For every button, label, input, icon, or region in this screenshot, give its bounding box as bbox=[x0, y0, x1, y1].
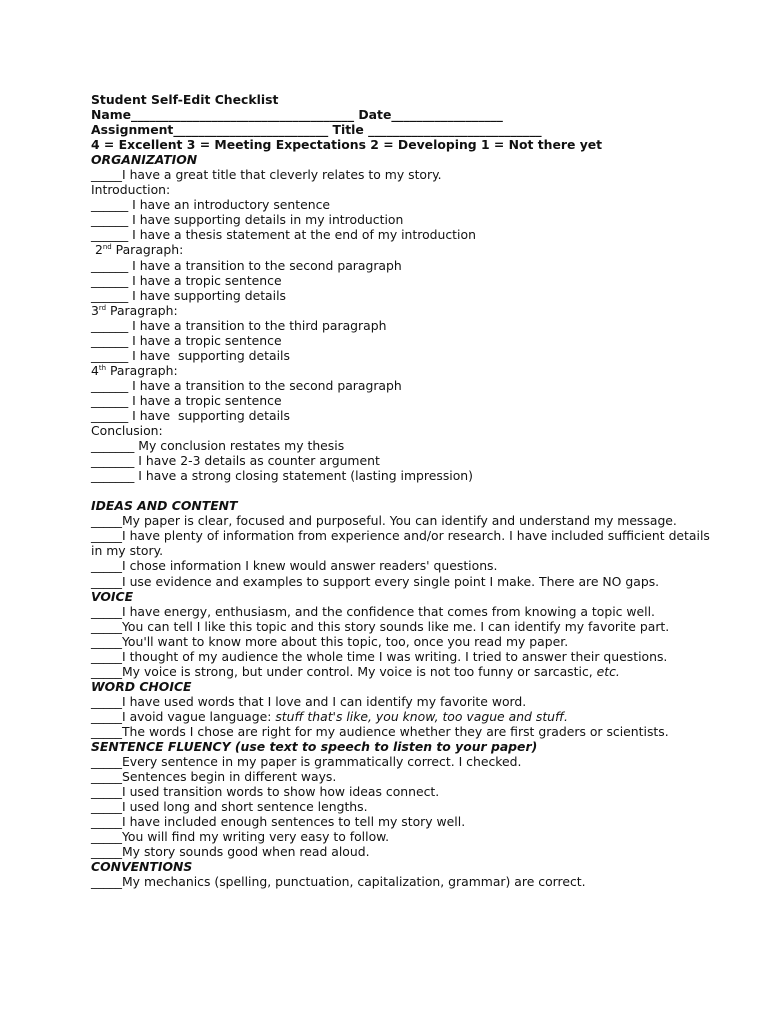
checklist-item: ______ I have a transition to the second paragraph bbox=[91, 257, 402, 273]
checklist-item bbox=[91, 709, 711, 724]
checklist-item: _____I have included enough sentences to tell my story well. bbox=[91, 814, 466, 830]
checklist-item: _____I thought of my audience the whole time I was writing. I tried to answer their questions. bbox=[91, 648, 668, 664]
checklist-item: ______ I have supporting details bbox=[91, 347, 290, 363]
paragraph-4-label bbox=[91, 363, 711, 378]
checklist-item: _____I used transition words to show how ideas connect. bbox=[91, 784, 440, 800]
conclusion-label: Conclusion: bbox=[91, 423, 163, 439]
checklist-item: _______ My conclusion restates my thesis bbox=[91, 438, 345, 454]
checklist-item: _____I used long and short sentence lengths. bbox=[91, 799, 368, 815]
assignment-title-line: Assignment_________________________ Title ____________________________ bbox=[91, 122, 542, 138]
checklist-item: ______ I have a tropic sentence bbox=[91, 272, 282, 288]
paragraph-4-suffix: th bbox=[98, 363, 107, 372]
checklist-item: _____I use evidence and examples to support every single point I make. There are NO gaps. bbox=[91, 573, 660, 589]
checklist-item-italic: etc. bbox=[596, 663, 620, 679]
checklist-item: _____I have plenty of information from experience and/or research. I have included sufficient details in my story. bbox=[91, 528, 710, 559]
spacer bbox=[91, 483, 711, 498]
checklist-item: ______ I have supporting details bbox=[91, 407, 290, 423]
paragraph-3-suffix: rd bbox=[98, 303, 107, 312]
checklist-item: _____My paper is clear, focused and purposeful. You can identify and understand my message. bbox=[91, 513, 677, 529]
checklist-item: _____I have used words that I love and I can identify my favorite word. bbox=[91, 693, 527, 709]
paragraph-4-text: Paragraph: bbox=[106, 362, 178, 378]
checklist-item: ______ I have an introductory sentence bbox=[91, 197, 331, 213]
checklist-item-text: _____My voice is strong, but under control. My voice is not too funny or sarcastic, bbox=[91, 663, 597, 679]
sentence-fluency-heading: SENTENCE FLUENCY (use text to speech to listen to your paper) bbox=[91, 739, 538, 755]
checklist-item: ______ I have a tropic sentence bbox=[91, 332, 282, 348]
checklist-item: _____You'll want to know more about this topic, too, once you read my paper. bbox=[91, 633, 569, 649]
checklist-item: ______ I have a thesis statement at the end of my introduction bbox=[91, 227, 476, 243]
checklist-item: ______ I have supporting details in my introduction bbox=[91, 212, 404, 228]
paragraph-3-number: 3 bbox=[91, 302, 99, 318]
paragraph-2-label bbox=[91, 242, 711, 257]
paragraph-3-label bbox=[91, 303, 711, 318]
document-title: Student Self-Edit Checklist bbox=[91, 92, 279, 107]
checklist-document bbox=[91, 92, 711, 889]
voice-heading: VOICE bbox=[91, 588, 134, 604]
checklist-item: _____My story sounds good when read aloud. bbox=[91, 844, 370, 860]
paragraph-2-suffix: nd bbox=[102, 243, 112, 252]
organization-heading: ORGANIZATION bbox=[91, 152, 198, 168]
paragraph-2-text: Paragraph: bbox=[111, 242, 184, 258]
checklist-item: _____Every sentence in my paper is grammatically correct. I checked. bbox=[91, 754, 522, 770]
word-choice-heading: WORD CHOICE bbox=[91, 678, 192, 694]
checklist-item bbox=[91, 664, 711, 679]
introduction-label: Introduction: bbox=[91, 182, 171, 198]
checklist-item: ______ I have a transition to the second paragraph bbox=[91, 377, 402, 393]
checklist-item: _______ I have 2-3 details as counter argument bbox=[91, 453, 380, 469]
paragraph-3-text: Paragraph: bbox=[106, 302, 178, 318]
checklist-item: _____Sentences begin in different ways. bbox=[91, 769, 337, 785]
checklist-item: ______ I have a transition to the third paragraph bbox=[91, 317, 387, 333]
checklist-item-italic: stuff that's like, you know, too vague and stuff. bbox=[275, 708, 568, 724]
checklist-item: _______ I have a strong closing statement (lasting impression) bbox=[91, 468, 473, 484]
paragraph-4-number: 4 bbox=[91, 362, 99, 378]
checklist-item: _____I have energy, enthusiasm, and the confidence that comes from knowing a topic well. bbox=[91, 603, 655, 619]
checklist-item: _____You will find my writing very easy to follow. bbox=[91, 829, 390, 845]
ideas-heading: IDEAS AND CONTENT bbox=[91, 498, 238, 514]
rating-scale: 4 = Excellent 3 = Meeting Expectations 2 = Developing 1 = Not there yet bbox=[91, 137, 603, 153]
conventions-heading: CONVENTIONS bbox=[91, 859, 193, 875]
paragraph-2-number: 2 bbox=[91, 242, 103, 258]
checklist-item: _____I have a great title that cleverly relates to my story. bbox=[91, 167, 442, 183]
checklist-item: _____The words I chose are right for my audience whether they are first graders or scientists. bbox=[91, 723, 669, 739]
checklist-item: _____You can tell I like this topic and this story sounds like me. I can identify my favorite part. bbox=[91, 618, 670, 634]
name-date-line: Name____________________________________ Date__________________ bbox=[91, 107, 503, 123]
checklist-item: _____My mechanics (spelling, punctuation, capitalization, grammar) are correct. bbox=[91, 874, 586, 890]
checklist-item: ______ I have supporting details bbox=[91, 287, 286, 303]
checklist-item-text: _____I avoid vague language: bbox=[91, 708, 276, 724]
checklist-item: _____I chose information I knew would answer readers' questions. bbox=[91, 558, 498, 574]
checklist-item: ______ I have a tropic sentence bbox=[91, 392, 282, 408]
